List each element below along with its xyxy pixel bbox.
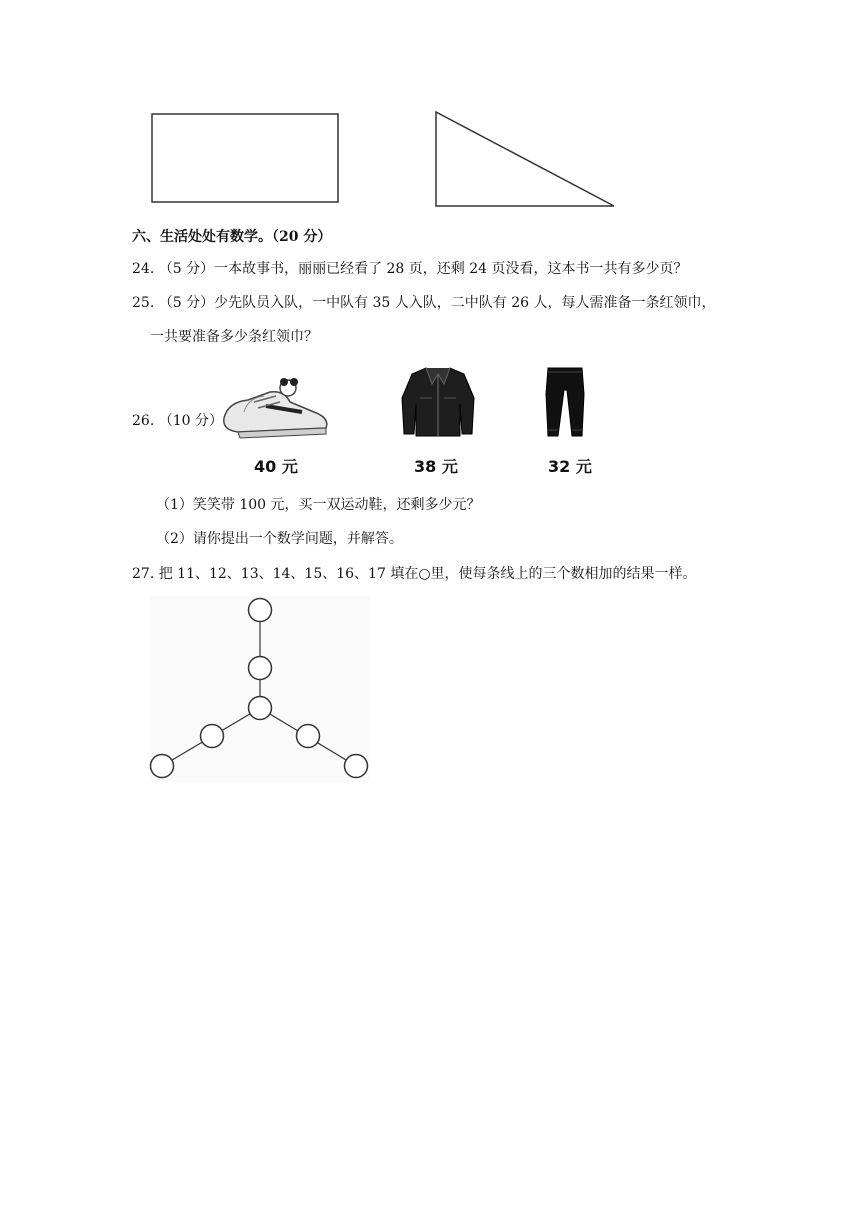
section-title: 六、生活处处有数学。（20 分） bbox=[132, 229, 332, 245]
price-jacket: 38 元 bbox=[414, 457, 458, 476]
price-pants: 32 元 bbox=[548, 457, 592, 476]
question-25-line2: 一共要准备多少条红领巾？ bbox=[150, 329, 318, 345]
diagram-circle-left-mid bbox=[201, 725, 224, 748]
diagram-circle-upper bbox=[249, 657, 272, 680]
question-24: 24. （5 分）一本故事书，丽丽已经看了 28 页，还剩 24 页没看，这本书一共有多少页？ bbox=[132, 261, 688, 277]
diagram-circle-center bbox=[249, 697, 272, 720]
question-25-line1: 25. （5 分）少先队员入队，一中队有 35 人入队，二中队有 26 人，每人需准备一条红领巾， bbox=[132, 295, 716, 311]
diagram-circle-left-end bbox=[151, 755, 174, 778]
question-27: 27. 把 11、12、13、14、15、16、17 填在○里，使每条线上的三个数相加的结果一样。 bbox=[132, 566, 697, 582]
diagram-circle-right-end bbox=[345, 755, 368, 778]
question-26-label: 26. （10 分） bbox=[132, 413, 223, 429]
diagram-circle-right-mid bbox=[297, 725, 320, 748]
question-26-sub1: （1）笑笑带 100 元，买一双运动鞋，还剩多少元？ bbox=[156, 497, 481, 513]
price-shoes: 40 元 bbox=[254, 457, 298, 476]
diagram-circle-top bbox=[249, 599, 272, 622]
question-26-sub2: （2）请你提出一个数学问题，并解答。 bbox=[156, 531, 403, 547]
